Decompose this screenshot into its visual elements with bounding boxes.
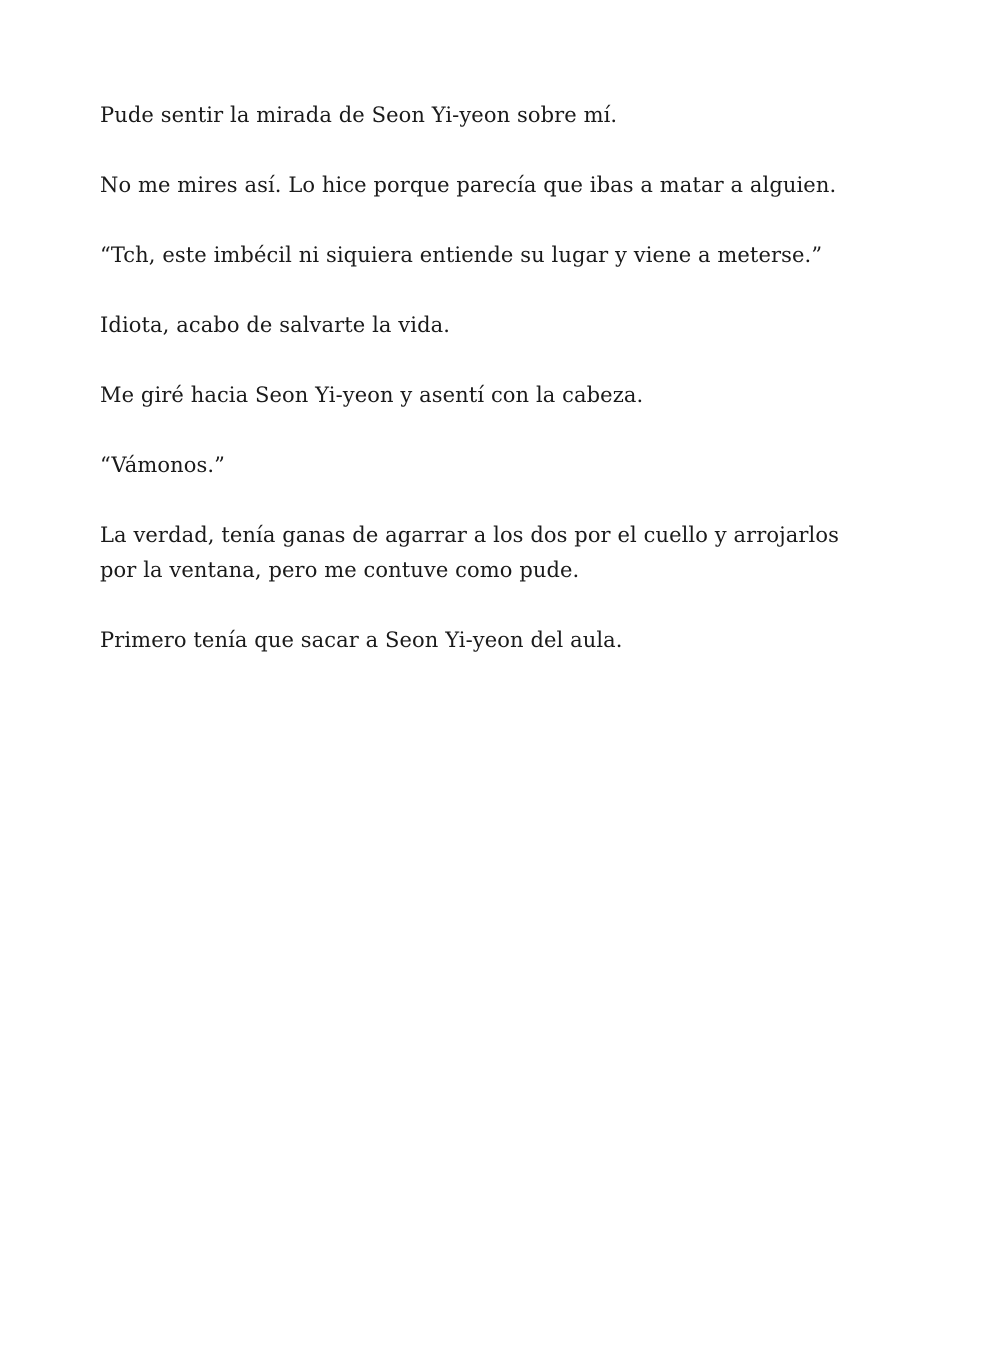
paragraph-2: No me mires así. Lo hice porque parecía que ibas a matar a alguien. — [100, 173, 837, 197]
paragraph-8: Primero tenía que sacar a Seon Yi-yeon del aula. — [100, 628, 623, 652]
paragraph-6: “Vámonos.” — [100, 453, 225, 477]
paragraph-7: La verdad, tenía ganas de agarrar a los dos por el cuello y arrojarlos por la ventana, pero me contuve como pude. — [100, 523, 839, 582]
paragraph-4: Idiota, acabo de salvarte la vida. — [100, 313, 451, 337]
paragraph-3: “Tch, este imbécil ni siquiera entiende su lugar y viene a meterse.” — [100, 243, 823, 267]
paragraph-1: Pude sentir la mirada de Seon Yi-yeon sobre mí. — [100, 103, 618, 127]
document-body — [100, 98, 880, 658]
paragraph-5: Me giré hacia Seon Yi-yeon y asentí con la cabeza. — [100, 383, 644, 407]
